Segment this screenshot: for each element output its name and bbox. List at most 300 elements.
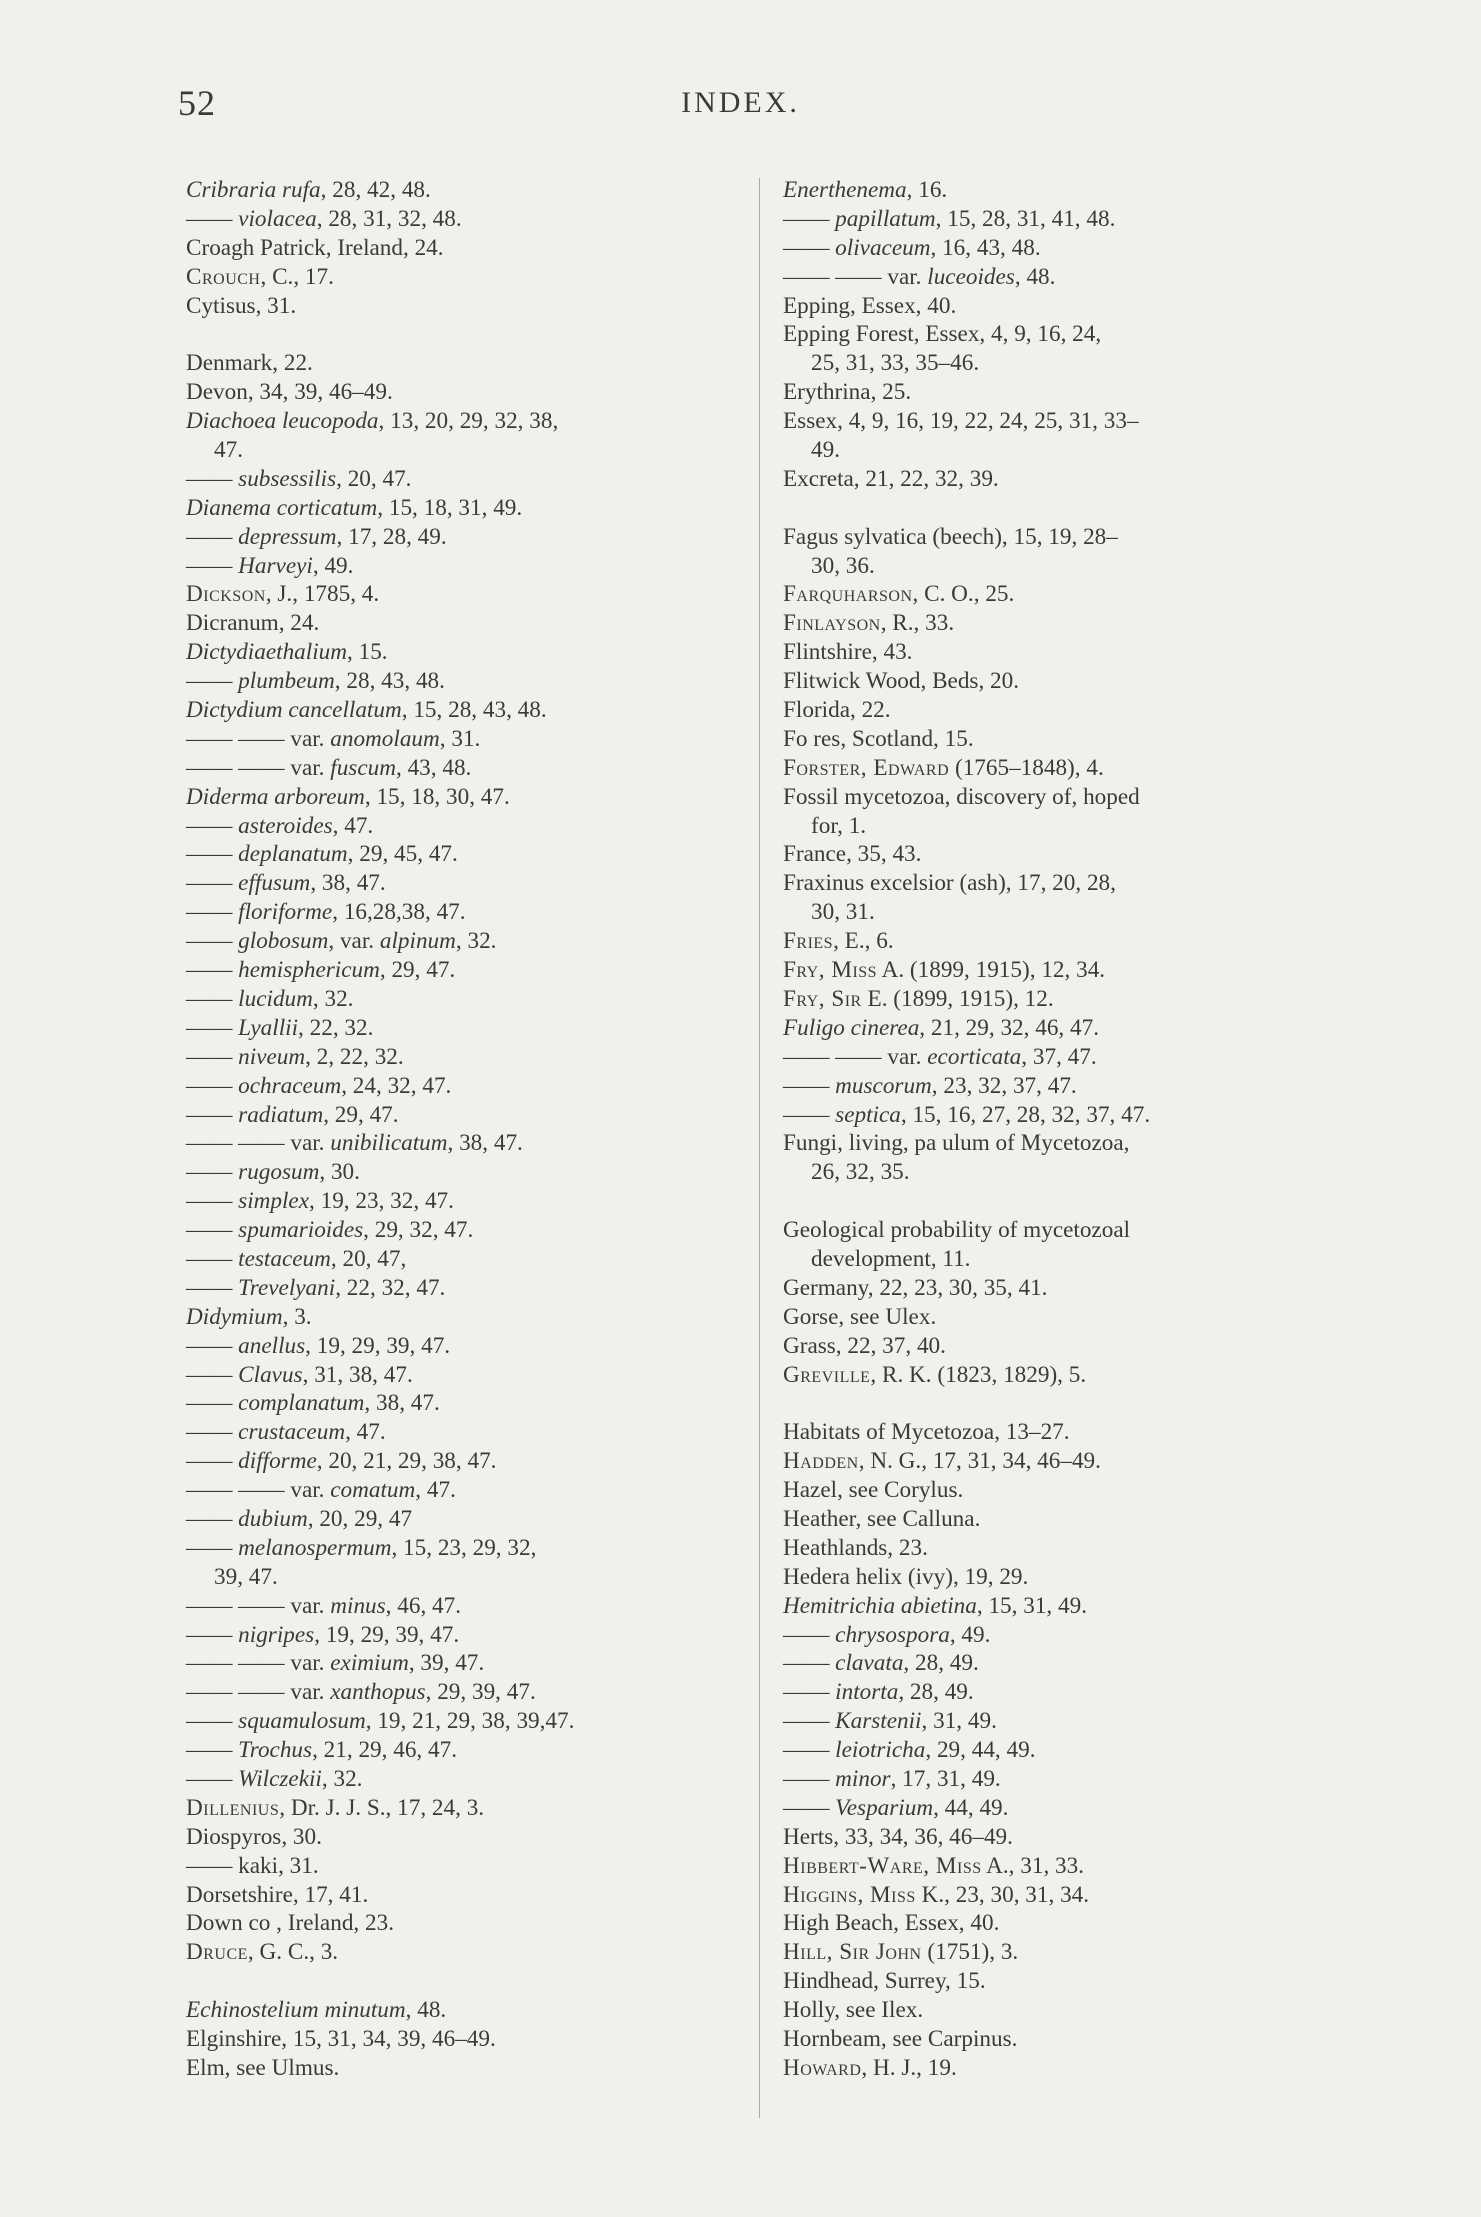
entry-text: , 28, 49. — [898, 1679, 974, 1706]
index-entry — [186, 1476, 741, 1505]
index-entry — [783, 205, 1343, 234]
entry-text: —— — [186, 1765, 239, 1792]
entry-italic-text: Dictydiaethalium — [186, 639, 347, 666]
index-entry — [186, 234, 741, 263]
entry-text: —— — [783, 1679, 836, 1706]
entry-text: Fagus sylvatica (beech), 15, 19, 28– — [783, 523, 1118, 550]
entry-italic-text: effusum — [238, 870, 311, 897]
index-entry — [186, 609, 741, 638]
entry-text: , 21, 29, 46, 47. — [312, 1737, 457, 1764]
index-entry — [783, 1274, 1343, 1303]
index-entry — [186, 1216, 741, 1245]
entry-italic-text: complanatum — [238, 1390, 365, 1417]
entry-italic-text: ochraceum — [238, 1072, 342, 1099]
entry-text: , 28, 42, 48. — [320, 177, 431, 203]
entry-text: —— —— var. — [186, 1477, 331, 1504]
entry-text: Flintshire, 43. — [783, 639, 913, 666]
entry-text: , 31, 49. — [921, 1708, 997, 1735]
index-entry — [783, 407, 1343, 436]
entry-italic-text: minor — [835, 1765, 891, 1792]
index-entry-continuation — [783, 349, 1343, 378]
index-entry-continuation — [783, 812, 1343, 841]
entry-text: Grass, 22, 37, 40. — [783, 1332, 946, 1359]
entry-text: Denmark, 22. — [186, 350, 313, 377]
index-entry — [783, 927, 1343, 956]
entry-text: A., 31, 33. — [981, 1852, 1085, 1879]
entry-text: , 29, 47. — [379, 957, 456, 984]
entry-italic-text: olivaceum — [835, 234, 931, 261]
entry-italic-text: anellus — [238, 1332, 306, 1359]
index-entry-continuation — [783, 898, 1343, 927]
entry-text: Fungi, living, pa ulum of Mycetozoa, — [783, 1130, 1130, 1157]
index-entry — [783, 1592, 1343, 1621]
entry-text: —— — [186, 1505, 239, 1532]
entry-smallcaps-text: Dickson — [186, 581, 266, 608]
index-entry — [783, 1534, 1343, 1563]
entry-text: K., 23, 30, 31, 34. — [915, 1881, 1090, 1908]
entry-smallcaps-text: Fry, Sir — [783, 985, 862, 1012]
entry-italic-text: muscorum — [835, 1072, 932, 1099]
entry-text: , 46, 47. — [385, 1592, 462, 1619]
entry-text: 39, 47. — [214, 1563, 278, 1590]
entry-italic-text: difforme — [238, 1448, 317, 1475]
entry-text: , 32. — [455, 928, 497, 955]
entry-text: , 38, 47. — [310, 870, 386, 897]
entry-text: Flitwick Wood, Beds, 20. — [783, 668, 1020, 695]
entry-italic-text: violacea — [238, 205, 317, 232]
entry-text: , R., 33. — [880, 610, 955, 637]
entry-spacer — [783, 1187, 1343, 1216]
index-entry — [186, 1765, 741, 1794]
entry-text: , 15, 31, 49. — [976, 1592, 1087, 1619]
entry-text: , 24, 32, 47. — [341, 1072, 452, 1099]
entry-text: —— — [186, 1245, 239, 1272]
entry-text: , 29, 47. — [323, 1101, 399, 1128]
entry-italic-text: Vesparium — [835, 1794, 934, 1821]
entry-text: (1751), 3. — [921, 1939, 1019, 1966]
index-entry — [783, 1563, 1343, 1592]
entry-text: , 22, 32, 47. — [335, 1274, 446, 1301]
entry-text: —— — [783, 1650, 836, 1677]
entry-text: —— — [783, 205, 836, 232]
index-entry — [783, 1909, 1343, 1938]
index-entry — [186, 1852, 741, 1881]
index-entry — [783, 263, 1343, 292]
entry-text: —— — [186, 1159, 239, 1186]
entry-text: , R. K. (1823, 1829), 5. — [870, 1361, 1087, 1388]
entry-text: , H. J., 19. — [861, 2054, 957, 2081]
entry-text: —— — [186, 1737, 239, 1764]
index-entry — [783, 1736, 1343, 1765]
entry-text: —— — [783, 1708, 836, 1735]
index-entry — [783, 1996, 1343, 2025]
entry-italic-text: fuscum — [330, 754, 396, 781]
entry-text: —— — [186, 1332, 239, 1359]
column-divider — [759, 178, 760, 2118]
entry-italic-text: luceoides — [927, 263, 1015, 290]
entry-text: , 13, 20, 29, 32, 38, — [378, 408, 559, 435]
index-entry — [783, 1014, 1343, 1043]
index-entry — [186, 1245, 741, 1274]
entry-italic-text: asteroides — [238, 812, 333, 839]
index-entry — [783, 840, 1343, 869]
index-entry — [783, 1476, 1343, 1505]
entry-text: —— — [186, 1361, 239, 1388]
entry-text: , 15, 16, 27, 28, 32, 37, 47. — [900, 1101, 1151, 1128]
entry-text: , 29, 44, 49. — [925, 1737, 1036, 1764]
entry-italic-text: comatum — [330, 1477, 416, 1504]
entry-text: , C. O., 25. — [912, 581, 1015, 608]
index-entry — [186, 2025, 741, 2054]
entry-italic-text: Clavus — [238, 1361, 303, 1388]
entry-text: 47. — [214, 437, 243, 464]
entry-italic-text: Harveyi — [238, 552, 313, 579]
entry-italic-text: leiotricha — [835, 1737, 926, 1764]
index-entry — [783, 1216, 1343, 1245]
entry-text: —— —— var. — [186, 1130, 331, 1157]
index-entry — [186, 1418, 741, 1447]
entry-text: Hornbeam, see Carpinus. — [783, 2026, 1018, 2052]
index-entry-continuation — [783, 552, 1343, 581]
index-entry — [186, 1996, 741, 2025]
index-entry — [783, 234, 1343, 263]
entry-text: , 20, 29, 47 — [307, 1505, 413, 1532]
index-entry — [783, 1938, 1343, 1967]
index-entry — [783, 1043, 1343, 1072]
entry-italic-text: niveum — [238, 1043, 306, 1070]
entry-italic-text: alpinum — [379, 928, 456, 955]
index-entry — [186, 1678, 741, 1707]
entry-text: Essex, 4, 9, 16, 19, 22, 24, 25, 31, 33– — [783, 408, 1139, 435]
index-entry — [186, 378, 741, 407]
entry-italic-text: Dictydium cancellatum — [186, 697, 402, 724]
index-entry — [783, 638, 1343, 667]
entry-text: , 47. — [415, 1477, 456, 1504]
entry-text: —— — [186, 1448, 239, 1475]
entry-text: , 22, 32. — [298, 1014, 374, 1041]
index-entry — [783, 378, 1343, 407]
index-entry — [783, 783, 1343, 812]
entry-text: , 17, 31, 49. — [890, 1765, 1001, 1792]
entry-text: Fo res, Scotland, 15. — [783, 725, 974, 752]
entry-italic-text: Wilczekii — [238, 1765, 322, 1792]
index-entry — [783, 320, 1343, 349]
index-entry — [186, 1909, 741, 1938]
entry-text: , 15, 18, 31, 49. — [377, 494, 523, 521]
entry-text: , 19, 29, 39, 47. — [314, 1621, 460, 1648]
entry-italic-text: clavata — [835, 1650, 904, 1677]
index-entry — [186, 349, 741, 378]
index-entry — [783, 523, 1343, 552]
entry-smallcaps-text: Hill, Sir John — [783, 1939, 922, 1966]
index-entry — [186, 956, 741, 985]
entry-italic-text: crustaceum — [238, 1419, 346, 1446]
index-entry — [186, 1823, 741, 1852]
index-entry — [186, 1043, 741, 1072]
index-entry — [186, 725, 741, 754]
entry-text: , 15. — [347, 639, 388, 666]
index-entry — [186, 869, 741, 898]
index-entry — [186, 1649, 741, 1678]
entry-italic-text: melanospermum — [238, 1534, 392, 1561]
index-entry — [186, 1187, 741, 1216]
index-entry — [186, 1707, 741, 1736]
entry-italic-text: testaceum — [238, 1245, 331, 1272]
entry-italic-text: hemisphericum — [238, 957, 380, 984]
entry-italic-text: rugosum — [238, 1159, 320, 1186]
index-entry — [783, 292, 1343, 321]
entry-text: , Dr. J. J. S., 17, 24, 3. — [279, 1794, 485, 1821]
entry-text: Diospyros, 30. — [186, 1823, 322, 1850]
index-entry — [783, 1447, 1343, 1476]
entry-text: —— —— var. — [783, 1043, 928, 1070]
entry-text: , 16. — [906, 177, 948, 203]
entry-italic-text: depressum — [238, 523, 337, 550]
index-entry — [783, 1967, 1343, 1996]
entry-italic-text: floriforme — [238, 899, 333, 926]
entry-italic-text: Hemitrichia abietina — [783, 1592, 977, 1619]
entry-text: , 30. — [319, 1159, 360, 1186]
entry-smallcaps-text: Druce — [186, 1939, 248, 1966]
index-entry — [186, 1014, 741, 1043]
index-entry — [186, 263, 741, 292]
entry-text: , 19, 29, 39, 47. — [305, 1332, 451, 1359]
entry-text: Excreta, 21, 22, 32, 39. — [783, 465, 999, 492]
entry-text: —— — [783, 1794, 836, 1821]
entry-text: —— — [186, 870, 239, 897]
index-column-right — [783, 176, 1343, 2083]
index-entry — [186, 1534, 741, 1563]
entry-text: , 28, 49. — [903, 1650, 979, 1677]
entry-text: —— — [186, 552, 239, 579]
entry-text: 30, 31. — [811, 899, 875, 926]
index-entry — [783, 580, 1343, 609]
entry-text: Heathlands, 23. — [783, 1534, 928, 1561]
entry-italic-text: Dianema corticatum — [186, 494, 378, 521]
entry-text: , 21, 29, 32, 46, 47. — [919, 1014, 1099, 1041]
entry-text: Epping, Essex, 40. — [783, 292, 957, 319]
index-entry — [783, 1881, 1343, 1910]
entry-text: Cytisus, 31. — [186, 292, 297, 319]
index-entry — [186, 696, 741, 725]
entry-italic-text: lucidum — [238, 985, 313, 1012]
index-entry — [783, 2025, 1343, 2054]
entry-text: , 31, 38, 47. — [302, 1361, 413, 1388]
index-entry-continuation — [783, 436, 1343, 465]
entry-text: , 15, 23, 29, 32, — [391, 1534, 537, 1561]
index-entry — [186, 783, 741, 812]
entry-text: , 16,28,38, 47. — [332, 899, 466, 926]
entry-italic-text: subsessilis — [238, 465, 337, 492]
entry-text: Gorse, see Ulex. — [783, 1303, 937, 1330]
index-entry — [186, 1736, 741, 1765]
index-entry — [783, 754, 1343, 783]
entry-italic-text: eximium — [330, 1650, 409, 1677]
entry-text: , 20, 47, — [330, 1245, 407, 1272]
entry-text: Geological probability of mycetozoal — [783, 1217, 1131, 1244]
entry-text: , 28, 31, 32, 48. — [316, 205, 462, 232]
index-entry — [783, 1649, 1343, 1678]
entry-italic-text: Fuligo cinerea — [783, 1014, 920, 1041]
index-entry — [186, 465, 741, 494]
entry-italic-text: minus — [330, 1592, 386, 1619]
index-entry-continuation — [783, 1158, 1343, 1187]
entry-text: , 19, 21, 29, 38, 39,47. — [365, 1708, 575, 1735]
entry-text: Florida, 22. — [783, 697, 891, 724]
entry-smallcaps-text: Forster, Edward — [783, 754, 950, 781]
entry-spacer — [186, 1967, 741, 1996]
entry-italic-text: simplex — [238, 1188, 310, 1215]
entry-text: Hedera helix (ivy), 19, 29. — [783, 1563, 1029, 1590]
entry-text: , 37, 47. — [1021, 1043, 1097, 1070]
index-entry — [783, 696, 1343, 725]
index-entry — [186, 494, 741, 523]
entry-italic-text: Enerthenema — [783, 177, 907, 203]
index-entry — [186, 667, 741, 696]
index-entry — [186, 552, 741, 581]
entry-text: Hazel, see Corylus. — [783, 1477, 964, 1504]
index-entry — [186, 1361, 741, 1390]
index-entry — [783, 176, 1343, 205]
entry-italic-text: dubium — [238, 1505, 308, 1532]
index-entry — [783, 609, 1343, 638]
entry-text: , 47. — [345, 1419, 386, 1446]
entry-smallcaps-text: Fries — [783, 928, 834, 955]
index-entry — [186, 1447, 741, 1476]
index-entry — [186, 205, 741, 234]
entry-text: —— — [186, 668, 239, 695]
entry-smallcaps-text: Fry, Miss — [783, 957, 878, 984]
index-entry — [783, 1072, 1343, 1101]
entry-text: , G. C., 3. — [247, 1939, 339, 1966]
entry-text: , 19, 23, 32, 47. — [309, 1188, 454, 1215]
entry-text: , 28, 43, 48. — [334, 668, 445, 695]
entry-text: , 48. — [1014, 263, 1056, 290]
entry-text: —— — [186, 1708, 239, 1735]
page-number: 52 — [178, 83, 216, 123]
entry-italic-text: Karstenii — [835, 1708, 922, 1735]
index-entry — [186, 754, 741, 783]
index-entry — [783, 725, 1343, 754]
entry-spacer — [783, 1389, 1343, 1418]
entry-text: High Beach, Essex, 40. — [783, 1910, 1000, 1937]
entry-text: —— — [783, 1737, 836, 1764]
index-entry — [186, 638, 741, 667]
entry-smallcaps-text: Farquharson — [783, 581, 913, 608]
index-entry — [186, 292, 741, 321]
entry-text: Elm, see Ulmus. — [186, 2054, 340, 2081]
entry-spacer — [186, 320, 741, 349]
index-entry — [186, 1274, 741, 1303]
index-entry — [783, 1794, 1343, 1823]
index-entry — [186, 1072, 741, 1101]
entry-text: —— — [186, 1043, 239, 1070]
entry-italic-text: Didymium — [186, 1303, 283, 1330]
entry-text: Herts, 33, 34, 36, 46–49. — [783, 1823, 1013, 1850]
entry-text: , 23, 32, 37, 47. — [931, 1072, 1077, 1099]
entry-smallcaps-text: Greville — [783, 1361, 871, 1388]
entry-text: —— — [186, 1621, 239, 1648]
index-entry — [783, 667, 1343, 696]
entry-text: Dicranum, 24. — [186, 610, 320, 637]
entry-text: Holly, see Ilex. — [783, 1997, 924, 2024]
page-title: INDEX. — [681, 86, 800, 119]
index-entry — [186, 1505, 741, 1534]
index-entry — [783, 1101, 1343, 1130]
entry-smallcaps-text: Hibbert-Ware, Miss — [783, 1852, 982, 1879]
entry-text: , 29, 45, 47. — [347, 841, 458, 868]
entry-text: —— — [186, 1419, 239, 1446]
index-entry — [186, 2054, 741, 2083]
index-entry — [783, 1823, 1343, 1852]
entry-italic-text: Lyallii — [238, 1014, 299, 1041]
entry-text: France, 35, 43. — [783, 841, 922, 868]
entry-text: —— kaki, 31. — [186, 1852, 319, 1879]
index-entry-continuation — [186, 436, 741, 465]
entry-text: —— — [186, 957, 239, 984]
entry-text: —— — [186, 1390, 239, 1417]
index-entry — [783, 869, 1343, 898]
index-entry — [186, 176, 741, 205]
entry-text: , 38, 47. — [364, 1390, 440, 1417]
index-entry — [783, 1303, 1343, 1332]
entry-text: Erythrina, 25. — [783, 379, 912, 406]
index-entry — [186, 1303, 741, 1332]
index-entry — [186, 985, 741, 1014]
index-entry — [186, 580, 741, 609]
entry-text: , 38, 47. — [447, 1130, 523, 1157]
entry-text: , 16, 43, 48. — [930, 234, 1041, 261]
entry-text: , 32. — [321, 1765, 363, 1792]
entry-text: Epping Forest, Essex, 4, 9, 16, 24, — [783, 321, 1102, 348]
entry-italic-text: nigripes — [238, 1621, 315, 1648]
entry-text: , 15, 28, 31, 41, 48. — [935, 205, 1116, 232]
entry-spacer — [783, 494, 1343, 523]
entry-italic-text: spumarioides — [238, 1217, 364, 1244]
index-entry — [186, 812, 741, 841]
entry-text: —— —— var. — [186, 1679, 331, 1706]
entry-text: Dorsetshire, 17, 41. — [186, 1881, 369, 1908]
entry-text: , 31. — [439, 725, 481, 752]
index-entry — [783, 1678, 1343, 1707]
index-entry — [186, 1592, 741, 1621]
entry-text: —— — [783, 1621, 836, 1648]
entry-text: , N. G., 17, 31, 34, 46–49. — [858, 1448, 1101, 1475]
index-entry — [186, 1332, 741, 1361]
entry-text: , 29, 32, 47. — [363, 1217, 474, 1244]
entry-text: , 49. — [949, 1621, 991, 1648]
entry-text: , 32. — [312, 985, 354, 1012]
entry-text: Fraxinus excelsior (ash), 17, 20, 28, — [783, 870, 1116, 897]
index-entry — [186, 1621, 741, 1650]
index-entry — [186, 1389, 741, 1418]
index-entry — [186, 407, 741, 436]
index-entry — [783, 956, 1343, 985]
entry-text: Croagh Patrick, Ireland, 24. — [186, 234, 444, 261]
entry-italic-text: intorta — [835, 1679, 899, 1706]
entry-text: —— — [186, 812, 239, 839]
entry-text: Fossil mycetozoa, discovery of, hoped — [783, 783, 1140, 810]
entry-italic-text: Cribraria rufa — [186, 177, 321, 203]
entry-italic-text: septica — [835, 1101, 901, 1128]
entry-text: —— — [186, 1534, 239, 1561]
entry-text: Down co , Ireland, 23. — [186, 1910, 394, 1937]
entry-italic-text: globosum — [238, 928, 329, 955]
index-entry — [186, 840, 741, 869]
entry-text: —— — [186, 841, 239, 868]
entry-text: —— — [186, 1274, 239, 1301]
entry-text: , 2, 22, 32. — [305, 1043, 404, 1070]
